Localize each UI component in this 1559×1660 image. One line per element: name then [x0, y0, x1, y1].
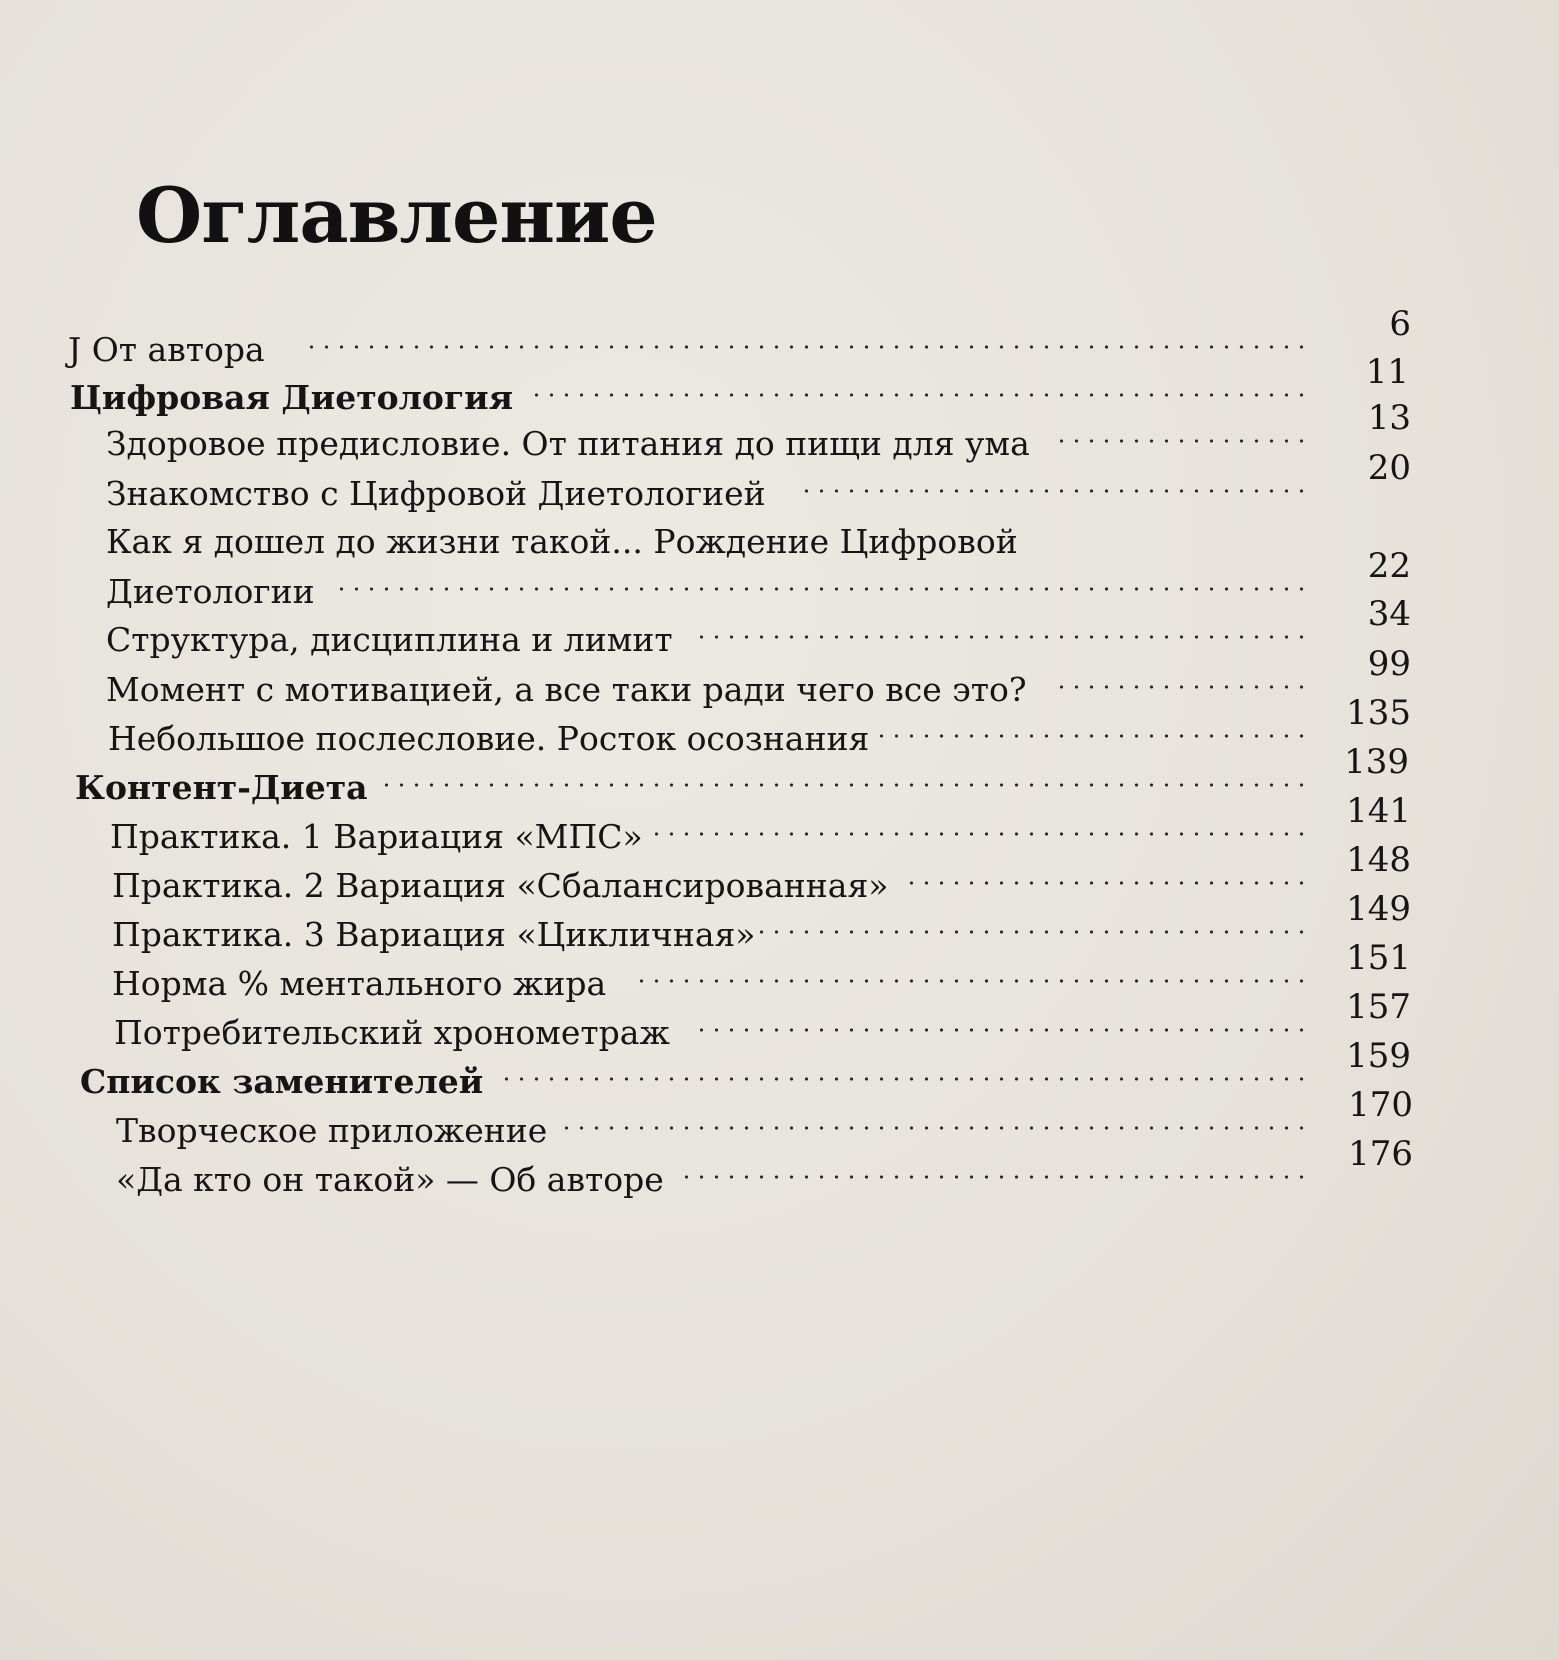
toc-entry-label: Цифровая Диетология — [70, 378, 514, 417]
toc-entry-label: Практика. 2 Вариация «Сбалансированная» — [112, 866, 889, 905]
leader-dots — [500, 1076, 1309, 1082]
toc-page-number: 34 — [1367, 594, 1411, 634]
leader-dots — [900, 880, 1309, 886]
toc-entry-label: Структура, дисциплина и лимит — [106, 620, 673, 659]
toc-entry-label: Практика. 1 Вариация «МПС» — [110, 817, 643, 856]
toc-page-number: 148 — [1346, 840, 1411, 880]
toc-page-number: 6 — [1389, 304, 1411, 344]
toc-page-number: 11 — [1365, 352, 1409, 392]
toc-page-number: 149 — [1346, 889, 1411, 929]
toc-entry-label: Как я дошел до жизни такой... Рождение Цифровой — [106, 522, 1018, 561]
page-title: Оглавление — [136, 171, 657, 260]
leader-dots — [630, 978, 1309, 984]
toc-entry-label: Небольшое послесловие. Росток осознания — [108, 719, 870, 758]
toc-page-number: 141 — [1346, 791, 1411, 831]
toc-entry-label: Контент-Диета — [75, 768, 368, 807]
toc-entry-label: Норма % ментального жира — [112, 964, 607, 1003]
leader-dots — [1060, 438, 1309, 444]
leader-dots — [335, 586, 1309, 592]
toc-entry-label: Список заменителей — [80, 1062, 484, 1101]
toc-page-number: 151 — [1346, 938, 1411, 978]
toc-page-number: 13 — [1367, 398, 1411, 438]
toc-entry-label: Творческое приложение — [116, 1111, 548, 1150]
toc-page-number: 159 — [1346, 1036, 1411, 1076]
leader-dots — [300, 344, 1309, 350]
toc-entry-label: «Да кто он такой» — Об авторе — [116, 1160, 664, 1199]
toc-page-number: 176 — [1348, 1134, 1413, 1174]
toc-entry-label: Потребительский хронометраж — [114, 1013, 670, 1052]
leader-dots — [655, 831, 1309, 837]
leader-dots — [385, 782, 1309, 788]
toc-entry-label: J От автора — [68, 330, 265, 369]
toc-entry-16 — [0, 1134, 1559, 1200]
toc-entry-label: Знакомство с Цифровой Диетологией — [106, 474, 766, 513]
leader-dots — [700, 634, 1309, 640]
toc-entry-label: Практика. 3 Вариация «Цикличная» — [112, 915, 756, 954]
toc-page-number: 170 — [1348, 1085, 1413, 1125]
toc-page-number: 22 — [1367, 546, 1411, 586]
toc-page-number: 99 — [1367, 644, 1411, 684]
leader-dots — [1050, 684, 1309, 690]
leader-dots — [760, 929, 1309, 935]
leader-dots — [525, 392, 1309, 398]
leader-dots — [880, 733, 1309, 739]
leader-dots — [800, 488, 1309, 494]
toc-page-number: 157 — [1346, 987, 1411, 1027]
toc-entry-label: Здоровое предисловие. От питания до пищи для ума — [106, 424, 1030, 463]
toc-page-number: 20 — [1367, 448, 1411, 488]
toc-entry-label-continuation: Диетологии — [106, 572, 315, 611]
toc-entry-label: Момент с мотивацией, а все таки ради чего все это? — [106, 670, 1027, 709]
toc-page-number: 139 — [1344, 742, 1409, 782]
leader-dots — [565, 1125, 1309, 1131]
leader-dots — [680, 1174, 1309, 1180]
leader-dots — [690, 1027, 1309, 1033]
toc-entry-3 — [0, 448, 1559, 514]
toc-page-number: 135 — [1346, 693, 1411, 733]
